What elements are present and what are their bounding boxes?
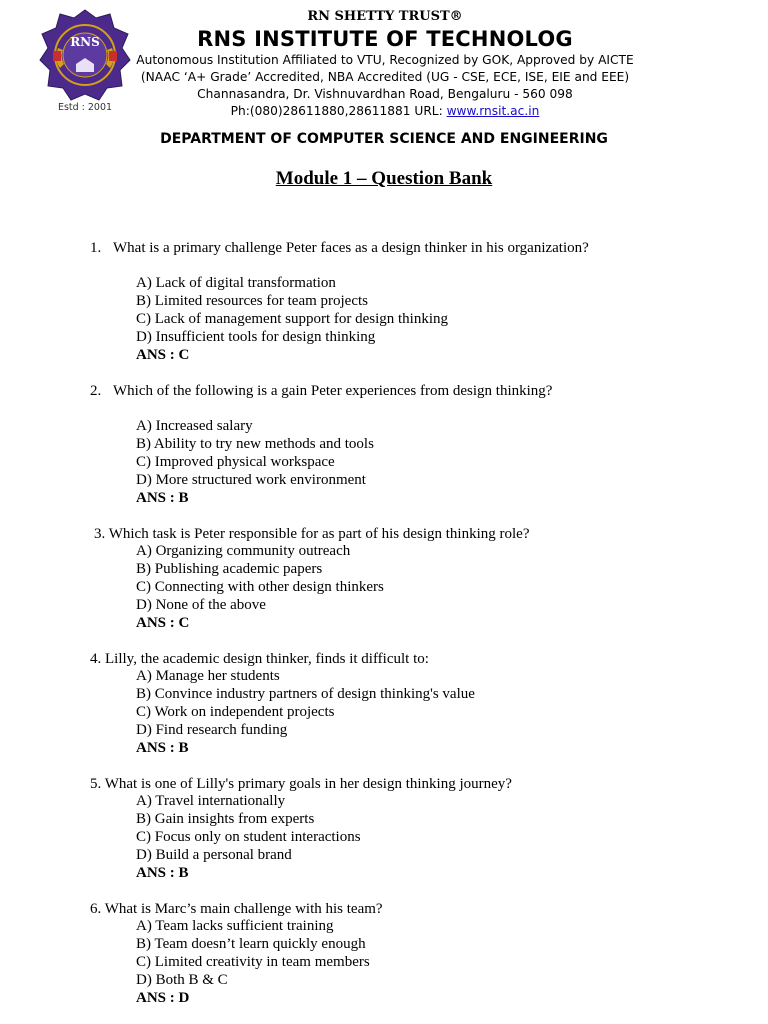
option-a: A) Travel internationally — [136, 793, 286, 809]
option-a: A) Increased salary — [136, 418, 253, 434]
option-b: B) Ability to try new methods and tools — [136, 435, 374, 452]
option-a: A) Team lacks sufficient training — [136, 918, 334, 934]
answer: ANS : D — [136, 989, 190, 1006]
option-c: C) Connecting with other design thinkers — [136, 578, 384, 595]
website-link[interactable]: www.rnsit.ac.in — [446, 104, 540, 118]
contact-line — [130, 103, 640, 120]
option-d: D) None of the above — [136, 596, 266, 613]
question-1-options — [136, 275, 448, 365]
affiliation-line: Autonomous Institution Affiliated to VTU, Recognized by GOK, Approved by AICTE — [136, 53, 634, 67]
option-a: A) Manage her students — [136, 668, 280, 684]
question-number: 3. — [94, 526, 106, 542]
option-d: D) More structured work environment — [136, 471, 366, 488]
answer: ANS : B — [136, 864, 189, 881]
question-4-options — [136, 668, 475, 758]
question-number: 1. — [90, 240, 102, 256]
question-text: Lilly, the academic design thinker, finds it difficult to: — [105, 651, 429, 667]
option-c: C) Work on independent projects — [136, 703, 335, 720]
question-5 — [90, 775, 512, 793]
question-number: 2. — [90, 383, 102, 399]
option-c: C) Limited creativity in team members — [136, 953, 370, 970]
institute-header — [130, 8, 640, 120]
question-number: 5. — [90, 776, 102, 792]
option-c: C) Focus only on student interactions — [136, 828, 361, 845]
question-text: What is Marc’s main challenge with his team? — [104, 901, 383, 917]
logo-text: RNS — [70, 35, 100, 49]
question-text: Which of the following is a gain Peter experiences from design thinking? — [113, 383, 553, 399]
option-b: B) Team doesn’t learn quickly enough — [136, 935, 366, 952]
question-text: Which task is Peter responsible for as part of his design thinking role? — [108, 526, 530, 542]
phone-text: Ph:(080)28611880,28611881 URL: — [230, 104, 447, 118]
accreditation-line: (NAAC ‘A+ Grade’ Accredited, NBA Accredited (UG - CSE, ECE, ISE, EIE and EEE) — [140, 70, 630, 84]
question-3 — [94, 525, 529, 543]
option-b: B) Publishing academic papers — [136, 560, 323, 577]
page-title: Module 1 – Question Bank — [275, 168, 493, 189]
option-d: D) Both B & C — [136, 971, 228, 988]
institute-logo — [36, 8, 134, 116]
question-number: 6. — [90, 901, 102, 917]
question-2 — [90, 382, 552, 400]
answer: ANS : B — [136, 739, 189, 756]
question-3-options — [136, 543, 384, 633]
question-text: What is a primary challenge Peter faces as a design thinker in his organization? — [113, 240, 589, 256]
question-6-options — [136, 918, 370, 1008]
question-number: 4. — [90, 651, 102, 667]
option-a: A) Organizing community outreach — [136, 543, 351, 559]
question-text: What is one of Lilly's primary goals in her design thinking journey? — [104, 776, 512, 792]
option-a: A) Lack of digital transformation — [136, 275, 336, 291]
answer: ANS : B — [136, 489, 189, 506]
institute-name: RNS INSTITUTE OF TECHNOLOG — [197, 27, 573, 51]
question-2-options — [136, 418, 374, 508]
question-1 — [90, 239, 589, 257]
option-d: D) Build a personal brand — [136, 846, 292, 863]
answer: ANS : C — [136, 614, 190, 631]
option-b: B) Limited resources for team projects — [136, 292, 369, 309]
option-d: D) Find research funding — [136, 721, 288, 738]
answer: ANS : C — [136, 346, 190, 363]
option-c: C) Lack of management support for design thinking — [136, 310, 449, 327]
address-line: Channasandra, Dr. Vishnuvardhan Road, Bengaluru - 560 098 — [197, 87, 573, 101]
logo-estd: Estd : 2001 — [57, 102, 113, 113]
option-b: B) Convince industry partners of design thinking's value — [136, 685, 475, 702]
option-b: B) Gain insights from experts — [136, 810, 315, 827]
option-d: D) Insufficient tools for design thinking — [136, 328, 376, 345]
question-4 — [90, 650, 429, 668]
question-5-options — [136, 793, 361, 883]
question-6 — [90, 900, 383, 918]
option-c: C) Improved physical workspace — [136, 453, 335, 470]
department-heading: DEPARTMENT OF COMPUTER SCIENCE AND ENGINEERING — [160, 131, 608, 147]
trust-name: RN SHETTY TRUST® — [307, 9, 463, 24]
